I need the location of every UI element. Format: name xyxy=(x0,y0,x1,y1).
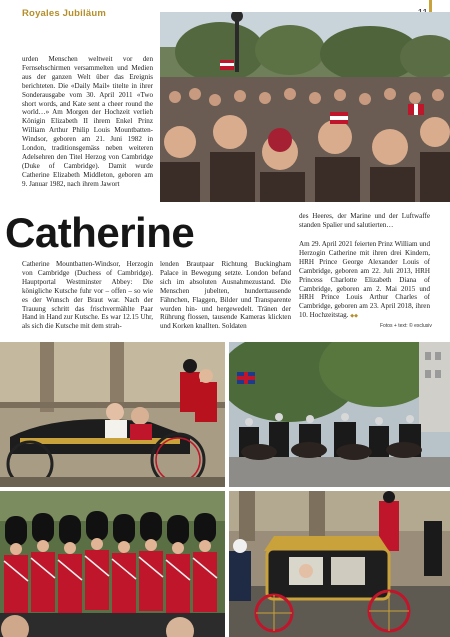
cavalry-photo xyxy=(229,342,450,487)
article-column-3-bottom xyxy=(299,240,430,322)
state-coach-photo xyxy=(229,491,450,637)
photo-credit: Fotos + text: © exclusiv xyxy=(380,323,432,329)
article-column-1-top xyxy=(22,55,153,189)
article-column-3-top: des Heeres, der Marine und der Luftwaffe standen Spalier und salutierten… xyxy=(299,212,430,229)
end-mark: ◆◆ xyxy=(350,314,358,320)
section-title: Royales Jubiläum xyxy=(22,8,106,19)
crowd-photo xyxy=(160,12,450,202)
guardsmen-photo xyxy=(0,491,225,637)
article-title: Catherine xyxy=(5,209,195,256)
carriage-photo xyxy=(0,342,225,487)
article-text: Am 29. April 2021 feierten Prinz William und Herzogin Catherine mit ihren drei Kindern, HRH Prince George Alexander Louis of Cambridge, geboren am 22. Juli 2013, HRH Princess Charlotte Elizabeth Diana of Cambridge, geboren am 2. Mai 2015 und HRH Prince Louis Arthur Charles of Cambridge, geboren am 23. April 2018, ihren 10. Hochzeitstag. xyxy=(299,240,430,320)
article-column-1-bottom: Catherine Mountbatten-Windsor, Herzogin von Cambridge (Duchess of Cambridge). Hauptportal Westminster Abbey: Die königliche Kutsche fuhr vor – offen – so wie es der Wunsch der Braut war. Nach der Trauung schritt das frischvermählte Paar Hand in Hand zur Kutsche. Es war 12.15 Uhr, als sich die Kutsche mit dem strah- xyxy=(22,260,153,331)
article-text: urden Menschen weltweit vor den Fernsehschirmen versammelten und Medien aus der ganzen Welt über das Ereignis berichteten. Die «Daily Mail» titelte in ihrer Sonderausgabe vom 30. April 2011 «Two short words, and Kate sent a cheer round the world…» Am Morgen der Hochzeit verlieh Königin Elizabeth II ihrem Enkel Prinz William Arthur Philip Louis Mountbatten-Windsor, geboren am 21. Juni 1982 in London, traditionsgemäss neben weiteren Adelsehren den Titel Herzog von Cambridge (Duke of Cambridge). Damit wurde Catherine Elizabeth Middleton, geboren am 9. Januar 1982, nach ihrem Jawort xyxy=(22,55,153,188)
article-column-2-bottom: lenden Brautpaar Richtung Buckingham Palace in Bewegung setzte. London befand sich im absoluten Ausnahmezustand. Die Menschen jubelten, hunderttausende Fähnchen, Flaggen, Bilder und Transparente wurden hin- und hergewedelt. Tränen der Rührung flossen, tausende Kameras klickten und Korken knallten. Soldaten xyxy=(160,260,291,331)
